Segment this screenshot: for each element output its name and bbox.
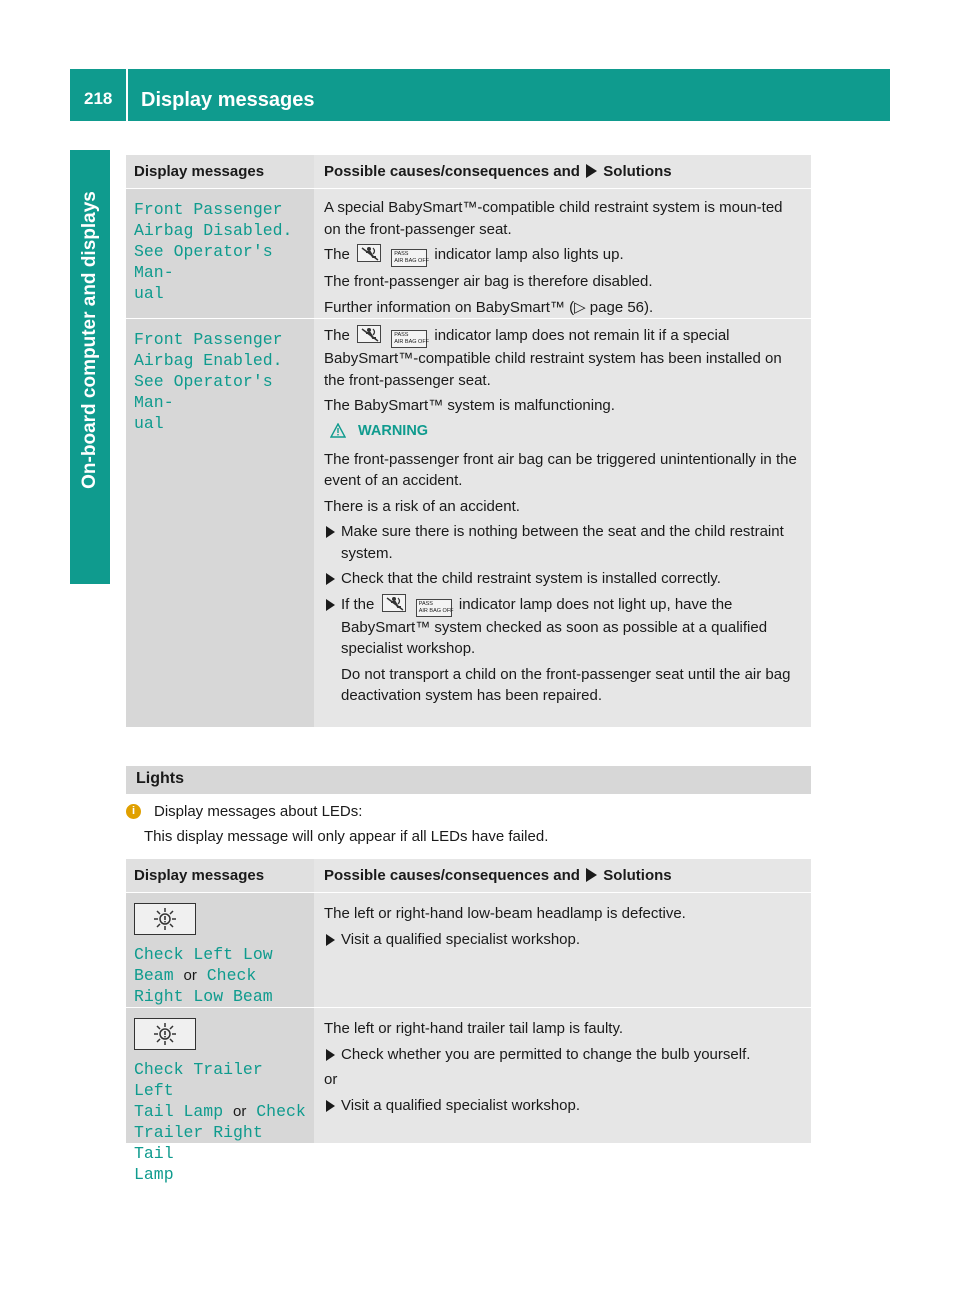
pass-airbag-off-icon: PASS AIR BAG OFF <box>416 599 452 617</box>
table-row <box>126 892 811 1007</box>
warning-text-2: There is a risk of an accident. <box>324 497 520 515</box>
table-row <box>126 188 811 318</box>
lowbeam-instruction: Visit a qualified specialist workshop. <box>324 929 803 951</box>
message-airbag-enabled: Front Passenger Airbag Enabled. See Operator's Man‑ ual <box>134 330 283 433</box>
row2-text-1: The PASS AIR BAG OFF indicator lamp does not remain lit if a special BabySmart™-compatible child restraint system has been installed on the front-passenger seat. <box>324 327 782 389</box>
lowbeam-text: The left or right-hand low-beam headlamp is defective. <box>324 905 686 922</box>
table-header-row <box>126 154 811 188</box>
trailer-text: The left or right-hand trailer tail lamp is faulty. <box>324 1020 624 1037</box>
info-icon: i <box>126 804 141 819</box>
trailer-instruction-1: Check whether you are permitted to change the bulb yourself. <box>324 1044 803 1066</box>
info-text-2: This display message will only appear if all LEDs have failed. <box>144 828 549 845</box>
header-divider <box>126 69 128 121</box>
bullet-arrow-icon <box>326 934 335 946</box>
row1-text-2: The PASS AIR BAG OFF indicator lamp also lights up. <box>324 244 803 267</box>
solution-arrow-icon <box>586 868 597 882</box>
row1-text-4: Further information on BabySmart™ (▷ page 56). <box>324 298 654 316</box>
info-text-1: Display messages about LEDs: <box>154 803 363 820</box>
bullet-arrow-icon <box>326 599 335 611</box>
table-row <box>126 318 811 727</box>
passenger-airbag-icon <box>382 594 406 612</box>
page-number: 218 <box>84 89 113 108</box>
solution-arrow-icon <box>586 164 597 178</box>
message-check-trailer-tail-lamp: Check Trailer Left Tail Lamp or Check Trailer Right Tail Lamp <box>134 1060 306 1184</box>
row1-text-3: The front-passenger air bag is therefore disabled. <box>324 273 653 290</box>
page-title: Display messages <box>141 89 315 111</box>
lights-heading: Lights <box>136 770 184 787</box>
trailer-instruction-2: Visit a qualified specialist workshop. <box>324 1095 803 1117</box>
side-tab-text <box>70 150 110 530</box>
bulb-warning-icon <box>134 1018 196 1050</box>
col1-header: Display messages <box>134 163 265 180</box>
side-tab-label: On-board computer and displays <box>79 191 100 489</box>
row2-text-2: The BabySmart™ system is malfunctioning. <box>324 397 615 414</box>
table-header-row <box>126 858 811 892</box>
bulb-warning-icon <box>134 903 196 935</box>
row1-text-1: A special BabySmart™-compatible child restraint system is moun-ted on the front-passenger seat. <box>324 199 783 238</box>
table-row <box>126 1007 811 1184</box>
bullet-arrow-icon <box>326 526 335 538</box>
warning-triangle-icon <box>330 423 346 438</box>
trailer-or: or <box>324 1071 338 1088</box>
col2-header: Possible causes/consequences and Solutions <box>324 163 672 180</box>
bullet-arrow-icon <box>326 1100 335 1112</box>
col1-header: Display messages <box>134 867 265 884</box>
display-messages-table-1 <box>126 154 811 727</box>
lights-section-bar <box>126 766 811 794</box>
warning-heading: WARNING <box>324 423 803 439</box>
instruction-3-continued: Do not transport a child on the front-passenger seat until the air bag deactivation system has been repaired. <box>341 665 791 704</box>
bullet-arrow-icon <box>326 573 335 585</box>
bullet-arrow-icon <box>326 1049 335 1061</box>
instruction-2: Check that the child restraint system is installed correctly. <box>324 568 803 590</box>
col2-header: Possible causes/consequences and Solutions <box>324 867 672 884</box>
passenger-airbag-icon <box>357 244 381 262</box>
message-check-low-beam: Check Left Low Beam or Check Right Low Beam <box>134 945 273 1006</box>
pass-airbag-off-icon: PASS AIR BAG OFF <box>391 249 427 267</box>
display-messages-table-2 <box>126 858 811 1184</box>
instruction-3: If the PASS AIR BAG OFF indicator lamp does not light up, have the BabySmart™ system checked as soon as possible at a qualified specialist workshop. <box>324 594 803 660</box>
message-airbag-disabled: Front Passenger Airbag Disabled. See Operator's Man‑ ual <box>134 200 293 303</box>
pass-airbag-off-icon: PASS AIR BAG OFF <box>391 330 427 348</box>
instruction-1: Make sure there is nothing between the seat and the child restraint system. <box>324 521 803 564</box>
warning-text-1: The front-passenger front air bag can be triggered unintentionally in the event of an accident. <box>324 450 797 489</box>
passenger-airbag-icon <box>357 325 381 343</box>
